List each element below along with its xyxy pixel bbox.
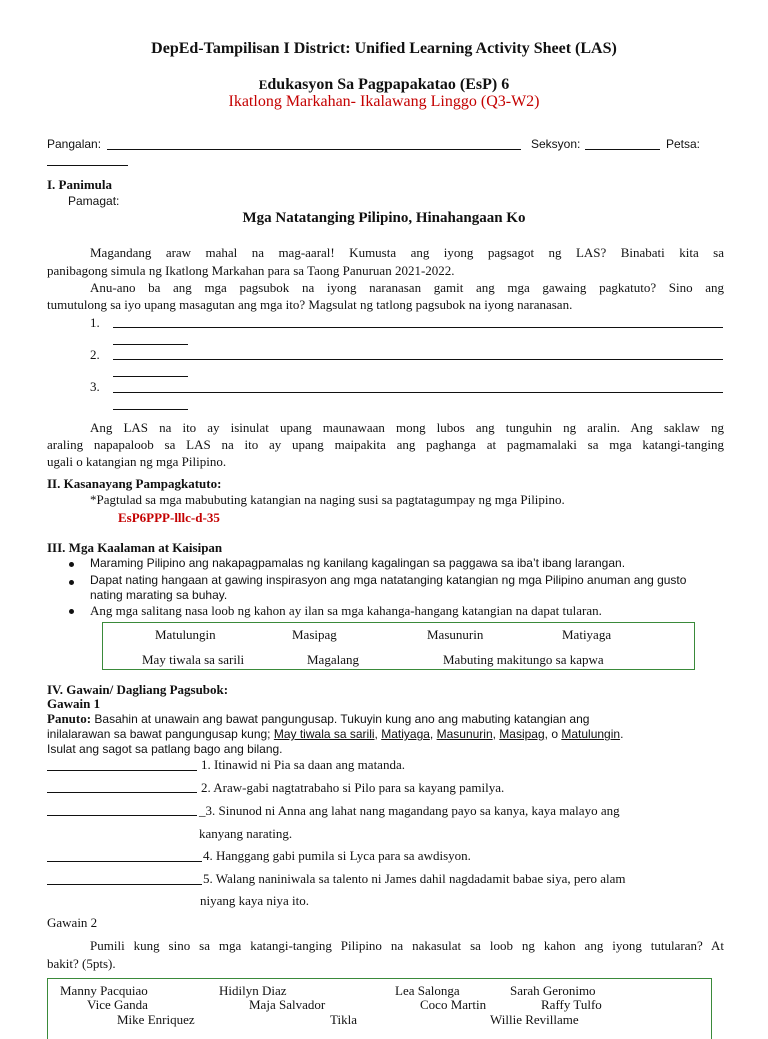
name-field[interactable] [107, 149, 521, 150]
concept-bullet-2-line1: Dapat nating hangaan at gawing inspirasyon ang mga natatanging katangian ng mga Pilipino anuman ang gusto [90, 573, 687, 587]
intro-para1-line2: panibagong simula ng Ikatlong Markahan para sa Taong Panuruan 2021-2022. [47, 263, 455, 278]
trait-word: Matulungin [155, 627, 216, 642]
answer-item-number: 2. [90, 347, 100, 362]
answer-line-3a[interactable] [113, 392, 723, 393]
answer-item-number: 1. [90, 315, 100, 330]
concept-bullet-2-line2: nating marating sa buhay. [90, 588, 228, 602]
option-word: Masunurin [436, 727, 493, 741]
filipino-name: Raffy Tulfo [541, 997, 602, 1012]
filipino-name: Tikla [330, 1012, 357, 1027]
bullet-icon [69, 580, 74, 585]
answer-line-1b[interactable] [113, 344, 188, 345]
subject-initial: E [258, 77, 268, 92]
trait-word: Masipag [292, 627, 337, 642]
answer-line-1a[interactable] [113, 327, 723, 328]
question-1: 1. Itinawid ni Pia sa daan ang matanda. [201, 757, 405, 772]
competency-text: *Pagtulad sa mga mabubuting katangian na naging susi sa pagtatagumpay ng mga Pilipino. [90, 492, 565, 507]
intro-para1-line1: Magandang araw mahal na mag-aaral! Kumusta ang iyong pagsagot ng LAS? Binabati kita sa [90, 245, 724, 260]
option-word: Masipag [499, 727, 545, 741]
date-label: Petsa: [666, 137, 701, 151]
question-5-line1: 5. Walang naniniwala sa talento ni James dahil nagdadamit babae siya, pero alam [203, 871, 626, 886]
answer-blank-q2[interactable] [47, 792, 197, 793]
option-word: Matulungin [561, 727, 621, 741]
filipino-name: Vice Ganda [87, 997, 148, 1012]
name-label: Pangalan: [47, 137, 102, 151]
competency-code: EsP6PPP-lllc-d-35 [118, 510, 220, 525]
title-label: Pamagat: [68, 194, 120, 208]
panuto-line1 [47, 711, 589, 727]
filipino-name: Mike Enriquez [117, 1012, 195, 1027]
bullet-icon [69, 609, 74, 614]
answer-blank-q1[interactable] [47, 770, 197, 771]
gawain-1-heading: Gawain 1 [47, 696, 101, 711]
trait-word: Masunurin [427, 627, 484, 642]
trait-word: Mabuting makitungo sa kapwa [443, 652, 604, 667]
panuto-label: Panuto: [47, 711, 92, 726]
filipino-name: Maja Salvador [249, 997, 326, 1012]
district-title: DepEd-Tampilisan I District: Unified Learning Activity Sheet (LAS) [151, 40, 617, 57]
intro-para3-line1: Ang LAS na ito ay isinulat upang maunawaan mong lubos ang tunguhin ng aralin. Ang saklaw ng [90, 420, 724, 435]
quarter-title: Ikatlong Markahan- Ikalawang Linggo (Q3-W2) [228, 93, 540, 110]
panuto-text: Basahin at unawain ang bawat pangungusap. Tukuyin kung ano ang mabuting katangian ang [94, 712, 590, 726]
panuto-line2-text: inilalarawan sa bawat pangungusap kung; [47, 727, 271, 741]
answer-line-3b[interactable] [113, 409, 188, 410]
filipino-name: Manny Pacquiao [60, 983, 148, 998]
intro-para2-line1: Anu-ano ba ang mga pagsubok na iyong naranasan gamit ang mga gawaing pagkatuto? Sino ang [90, 280, 724, 295]
gawain-2-instructions-line2: bakit? (5pts). [47, 956, 116, 971]
panuto-line3: Isulat ang sagot sa patlang bago ang bilang. [47, 742, 283, 756]
concept-bullet-1: Maraming Pilipino ang nakapagpamalas ng kanilang kagalingan sa paggawa sa iba’t ibang larangan. [90, 556, 626, 570]
trait-word: Matiyaga [562, 627, 612, 642]
question-3-line1: _3. Sinunod ni Anna ang lahat nang magandang payo sa kanya, kaya malayo ang [199, 803, 620, 818]
lesson-title: Mga Natatanging Pilipino, Hinahangaan Ko [242, 210, 526, 226]
question-4: 4. Hanggang gabi pumila si Lyca para sa awdisyon. [203, 848, 471, 863]
subject-title [0, 76, 768, 94]
answer-blank-q4[interactable] [47, 861, 202, 862]
filipino-name: Hidilyn Diaz [219, 983, 287, 998]
trait-word: May tiwala sa sarili [142, 652, 245, 667]
section-4-heading: IV. Gawain/ Dagliang Pagsubok: [47, 682, 229, 697]
gawain-2-heading: Gawain 2 [47, 915, 98, 930]
intro-para2-line2: tumutulong sa iyo upang masagutan ang mga ito? Magsulat ng tatlong pagsubok na iyong naranasan. [47, 297, 573, 312]
option-word: Matiyaga [381, 727, 430, 741]
section-field[interactable] [585, 149, 660, 150]
question-2: 2. Araw-gabi nagtatrabaho si Pilo para sa kayang pamilya. [201, 780, 505, 795]
filipino-name: Lea Salonga [395, 983, 460, 998]
option-word: May tiwala sa sarili [273, 727, 375, 741]
gawain-2-instructions-line1: Pumili kung sino sa mga katangi-tanging Pilipino na nakasulat sa loob ng kahon ang iyong tutularan? At [90, 938, 724, 953]
filipino-name: Coco Martin [420, 997, 487, 1012]
bullet-icon [69, 562, 74, 567]
question-3-line2: kanyang narating. [199, 826, 293, 841]
section-3-heading: III. Mga Kaalaman at Kaisipan [47, 540, 223, 555]
filipino-name: Sarah Geronimo [510, 983, 596, 998]
intro-para3-line2: araling napapaloob sa LAS na ito ay upang maipakita ang paghanga at pagmamalaki sa mga katangi-tanging [47, 437, 724, 452]
date-field[interactable] [47, 165, 128, 166]
answer-line-2a[interactable] [113, 359, 723, 360]
concept-bullet-3: Ang mga salitang nasa loob ng kahon ay ilan sa mga kahanga-hangang katangian na dapat tularan. [90, 603, 602, 618]
panuto-line2: inilalarawan sa bawat pangungusap kung; May tiwala sa sarili, Matiyaga, Masunurin, Masipag, o Matulungin. [47, 727, 624, 741]
section-2-heading: II. Kasanayang Pampagkatuto: [47, 476, 222, 491]
section-label: Seksyon: [531, 137, 581, 151]
answer-item-number: 3. [90, 379, 100, 394]
question-5-line2: niyang kaya niya ito. [200, 893, 310, 908]
section-1-heading: I. Panimula [47, 177, 113, 192]
answer-line-2b[interactable] [113, 376, 188, 377]
trait-word: Magalang [307, 652, 359, 667]
answer-blank-q5[interactable] [47, 884, 202, 885]
answer-blank-q3[interactable] [47, 815, 197, 816]
filipino-name: Willie Revillame [490, 1012, 579, 1027]
intro-para3-line3: ugali o katangian ng mga Pilipino. [47, 454, 227, 469]
subject-title-rest: dukasyon Sa Pagpapakatao (EsP) 6 [267, 76, 510, 93]
